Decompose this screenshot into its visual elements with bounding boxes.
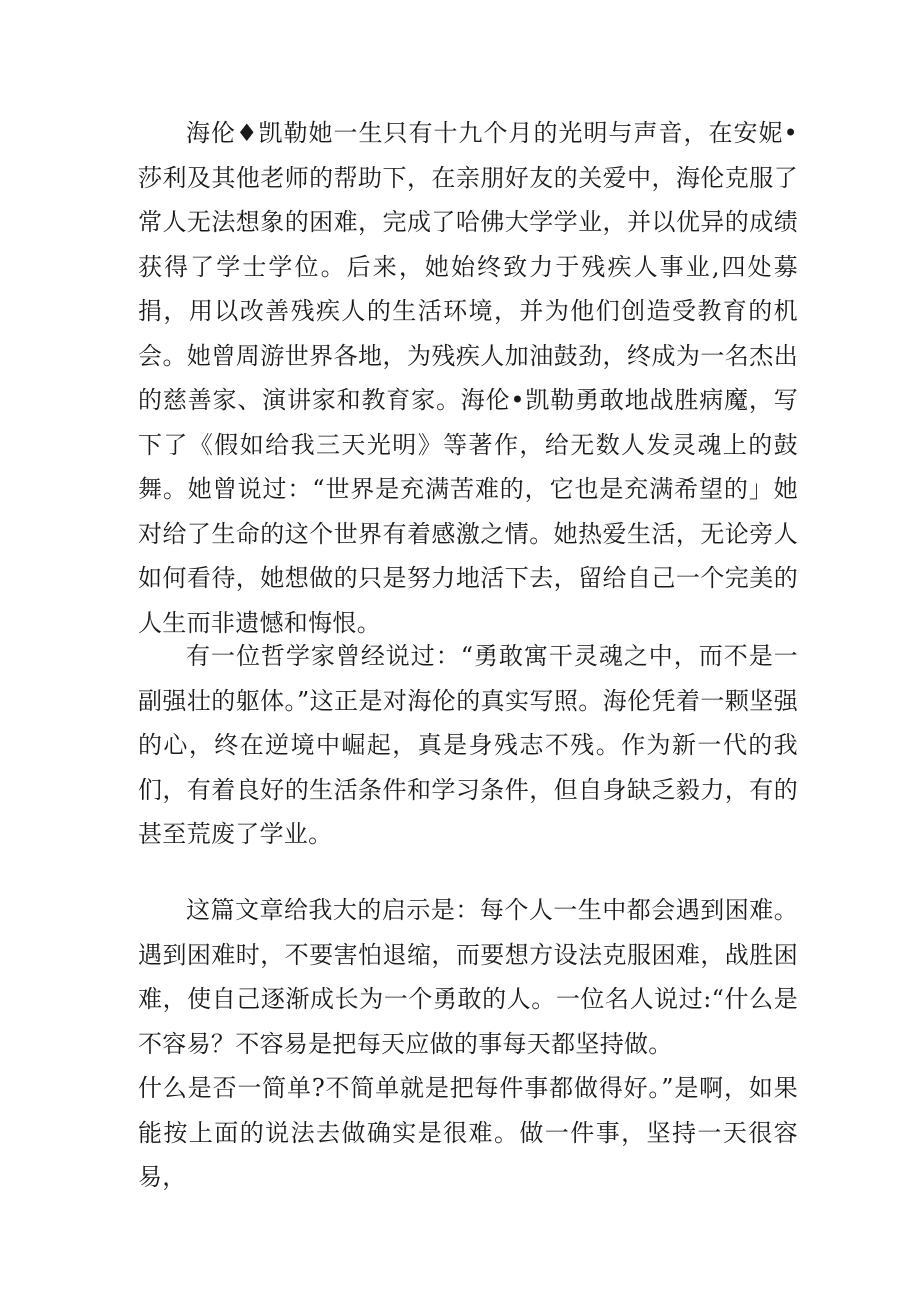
paragraph-continuation: 什么是否一简单?不简单就是把每件事都做得好。”是啊，如果能按上面的说法去做确实是很难。做一件事，坚持一天很容易， [138,1074,798,1191]
paragraph-article-inspiration: 这篇文章给我大的启示是：每个人一生中都会遇到困难。遇到困难时，不要害怕退缩，而要想方设法克服困难，战胜困难，使自己逐渐成长为一个勇敢的人。一位名人说过:“什么是不容易？不容易是把每天应做的事每天都坚持做。 [138,896,798,1058]
paragraph-helen-keller-biography: 海伦♦凯勒她一生只有十九个月的光明与声音，在安妮•莎利及其他老师的帮助下，在亲朋好友的关爱中，海伦克服了常人无法想象的困难，完成了哈佛大学学业，并以优异的成绩获得了学士学位。后来，她始终致力于残疾人事业,四处募捐，用以改善残疾人的生活环境，并为他们创造受教育的机会。她曾周游世界各地，为残疾人加油鼓劲，终成为一名杰出的慈善家、演讲家和教育家。海伦•凯勒勇敢地战胜病魔，写下了《假如给我三天光明》等著作，给无数人发灵魂上的鼓舞。她曾说过：“世界是充满苦难的，它也是充满希望的」她对给了生命的这个世界有着感激之情。她热爱生活，无论旁人如何看待，她想做的只是努力地活下去，留给自己一个完美的人生而非遗憾和悔恨。 [138,119,798,637]
paragraph-philosopher-quote: 有一位哲学家曾经说过：“勇敢寓干灵魂之中，而不是一副强壮的躯体。”这正是对海伦的真实写照。海伦凭着一颗坚强的心，终在逆境中崛起，真是身残志不残。作为新一代的我们，有着良好的生活条件和学习条件，但自身缺乏毅力，有的甚至荒废了学业。 [138,642,798,848]
